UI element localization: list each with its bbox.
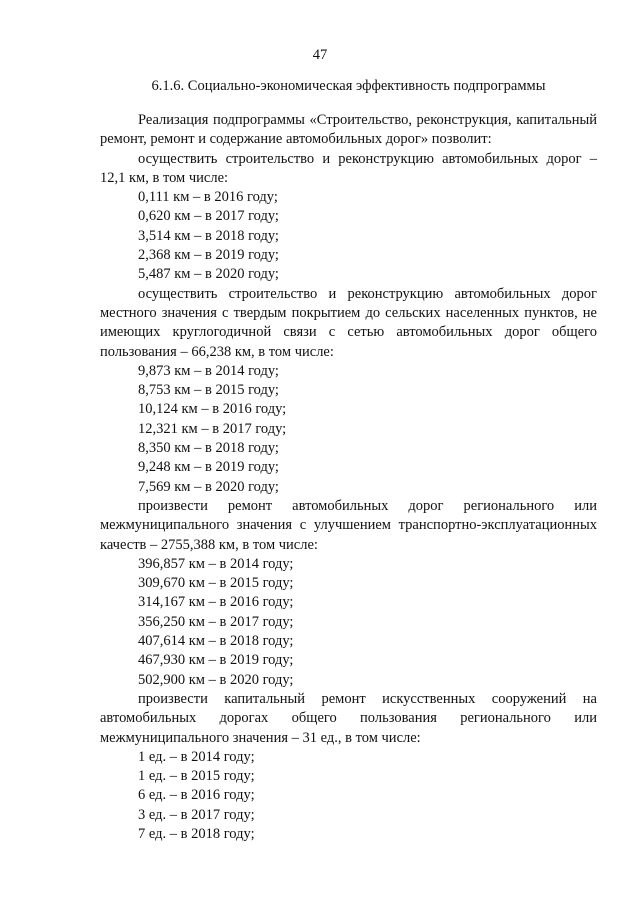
list-road-repair xyxy=(100,555,597,690)
list-item: 3,514 км – в 2018 году; xyxy=(138,227,279,244)
list-item: 314,167 км – в 2016 году; xyxy=(138,594,294,611)
list-item: 356,250 км – в 2017 году; xyxy=(138,613,294,630)
paragraph-road-repair: произвести ремонт автомобильных дорог регионального или межмуниципального значения с улучшением транспортно-эксплуатационных качеств – 2755,388 км, в том числе: xyxy=(100,497,597,553)
list-item: 0,620 км – в 2017 году; xyxy=(138,208,279,225)
list-item: 5,487 км – в 2020 году; xyxy=(138,266,279,283)
list-item: 0,111 км – в 2016 году; xyxy=(138,189,278,206)
list-item: 467,930 км – в 2019 году; xyxy=(138,652,294,669)
list-item: 3 ед. – в 2017 году; xyxy=(138,806,255,823)
list-item: 396,857 км – в 2014 году; xyxy=(138,555,294,572)
document-body xyxy=(100,111,597,844)
paragraph-road-construction: осуществить строительство и реконструкцию автомобильных дорог – 12,1 км, в том числе: xyxy=(100,150,597,186)
list-item: 6 ед. – в 2016 году; xyxy=(138,787,255,804)
list-item: 2,368 км – в 2019 году; xyxy=(138,247,279,264)
list-item: 10,124 км – в 2016 году; xyxy=(138,401,287,418)
list-road-construction xyxy=(100,188,597,284)
list-item: 9,873 км – в 2014 году; xyxy=(138,362,279,379)
list-item: 7,569 км – в 2020 году; xyxy=(138,478,279,495)
list-local-roads xyxy=(100,362,597,497)
list-item: 1 ед. – в 2015 году; xyxy=(138,768,255,785)
paragraph-local-roads: осуществить строительство и реконструкцию автомобильных дорог местного значения с твердым покрытием до сельских населенных пунктов, не имеющих круглогодичной связи с сетью автомобильных дорог общего пользования – 66,238 км, в том числе: xyxy=(100,285,597,360)
list-item: 407,614 км – в 2018 году; xyxy=(138,633,294,650)
section-heading: 6.1.6. Социально-экономическая эффективность подпрограммы xyxy=(151,78,546,94)
list-item: 8,753 км – в 2015 году; xyxy=(138,382,279,399)
list-item: 1 ед. – в 2014 году; xyxy=(138,748,255,765)
list-item: 502,900 км – в 2020 году; xyxy=(138,671,294,688)
list-item: 8,350 км – в 2018 году; xyxy=(138,440,279,457)
list-item: 9,248 км – в 2019 году; xyxy=(138,459,279,476)
intro-paragraph: Реализация подпрограммы «Строительство, реконструкция, капитальный ремонт, ремонт и содержание автомобильных дорог» позволит: xyxy=(100,112,597,148)
list-structures-repair xyxy=(100,748,597,844)
page-number: 47 xyxy=(312,47,328,63)
list-item: 7 ед. – в 2018 году; xyxy=(138,825,255,842)
paragraph-structures-repair: произвести капитальный ремонт искусственных сооружений на автомобильных дорогах общего пользования регионального или межмуниципального значения – 31 ед., в том числе: xyxy=(100,690,597,746)
list-item: 309,670 км – в 2015 году; xyxy=(138,575,294,592)
list-item: 12,321 км – в 2017 году; xyxy=(138,420,287,437)
